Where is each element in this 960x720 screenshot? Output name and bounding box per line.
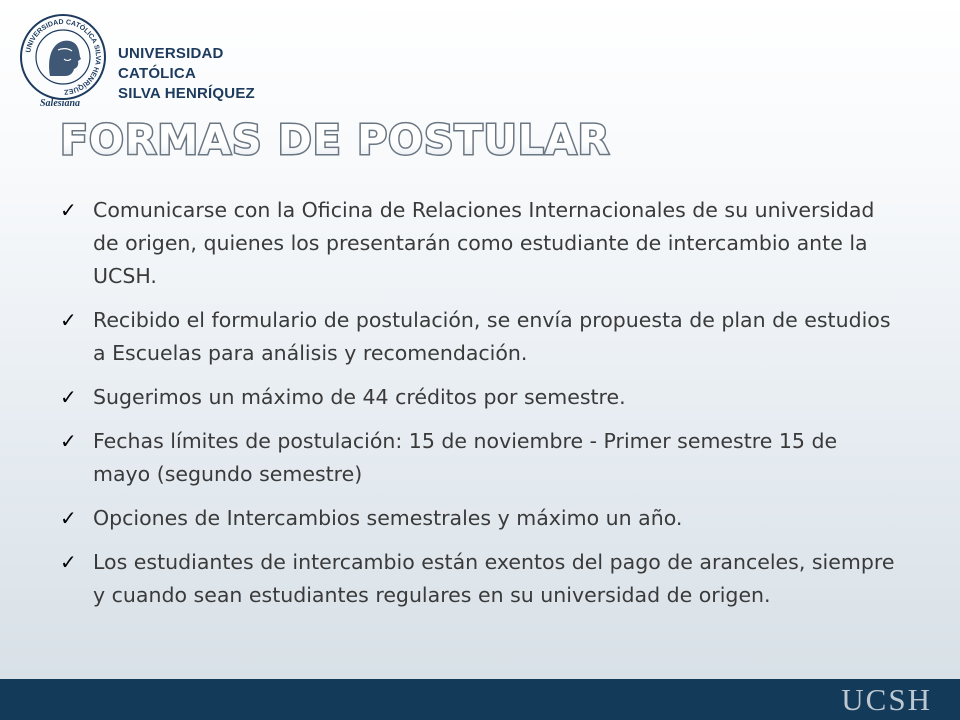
slide-title-text: FORMAS DE POSTULAR xyxy=(60,116,611,164)
checkmark-icon: ✓ xyxy=(60,198,77,222)
university-seal-icon xyxy=(18,12,108,102)
list-item-text: Opciones de Intercambios semestrales y máximo un año. xyxy=(93,506,683,530)
checkmark-icon: ✓ xyxy=(60,308,77,332)
list-item-text: Comunicarse con la Oficina de Relaciones Internacionales de su universidad de origen, quienes los presentarán como estudiante de intercambio ante la UCSH. xyxy=(93,198,875,288)
list-item-text: Fechas límites de postulación: 15 de noviembre - Primer semestre 15 de mayo (segundo semestre) xyxy=(93,429,838,486)
slide-title xyxy=(58,108,658,168)
checkmark-icon: ✓ xyxy=(60,506,77,530)
footer-bar xyxy=(0,679,960,720)
university-name-line-1: UNIVERSIDAD CATÓLICA xyxy=(118,45,224,82)
footer-brand: UCSH xyxy=(841,682,932,717)
list-item xyxy=(58,381,898,414)
bullet-list xyxy=(58,194,898,623)
list-item-text: Sugerimos un máximo de 44 créditos por semestre. xyxy=(93,385,626,409)
list-item-text: Los estudiantes de intercambio están exentos del pago de aranceles, siempre y cuando sean estudiantes regulares en su universidad de origen. xyxy=(93,550,895,607)
svg-text:UNIVERSIDAD CATÓLICA SILVA HEN: UNIVERSIDAD CATÓLICA SILVA HENRÍQUEZ xyxy=(25,18,102,96)
list-item xyxy=(58,502,898,535)
list-item xyxy=(58,304,898,370)
list-item-text: Recibido el formulario de postulación, se envía propuesta de plan de estudios a Escuelas para análisis y recomendación. xyxy=(93,308,891,365)
list-item xyxy=(58,425,898,491)
university-logo xyxy=(18,12,268,112)
checkmark-icon: ✓ xyxy=(60,550,77,574)
checkmark-icon: ✓ xyxy=(60,385,77,409)
list-item xyxy=(58,546,898,612)
list-item xyxy=(58,194,898,293)
salesiana-tagline: Salesiana xyxy=(40,98,81,109)
checkmark-icon: ✓ xyxy=(60,429,77,453)
university-name xyxy=(118,44,268,104)
university-name-line-2: SILVA HENRÍQUEZ xyxy=(118,85,255,102)
